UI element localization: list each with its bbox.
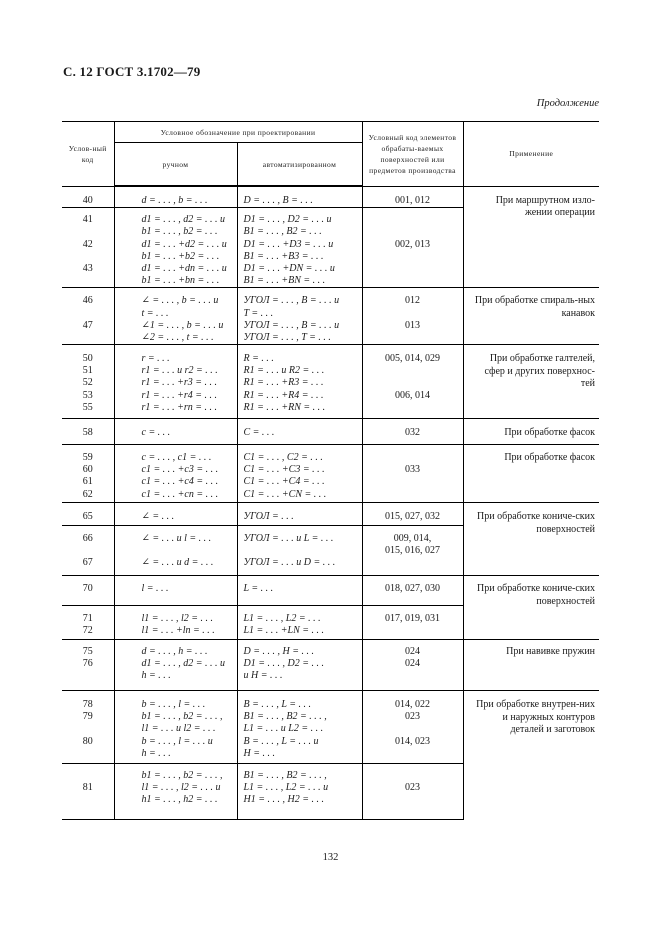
manual-formula-line: b1 = . . . +bn = . . . [141, 275, 220, 287]
auto-formula-cell [238, 526, 362, 570]
manual-formula-line: l = . . . [141, 583, 169, 595]
element-code-line [363, 402, 463, 414]
element-code-line [363, 557, 463, 569]
manual-formula-line: c1 = . . . +cn = . . . [141, 488, 219, 500]
element-code-cell [363, 288, 463, 344]
element-code-line [363, 275, 463, 287]
table-row [62, 503, 599, 526]
auto-formula-line: D = . . . , B = . . . [243, 195, 313, 206]
element-code-line [363, 748, 463, 760]
element-code-line: 024 [405, 658, 421, 670]
code-line [62, 308, 114, 320]
code-line: 61 [82, 476, 93, 488]
code-line: 62 [82, 488, 93, 500]
element-code-line: 002, 013 [395, 238, 431, 250]
auto-formula-line: L1 = . . . +LN = . . . [243, 625, 325, 637]
element-code-line: 014, 022 [395, 699, 431, 711]
code-cell [62, 419, 114, 439]
element-code-cell [363, 640, 463, 683]
element-code-line: 024 [405, 646, 421, 658]
code-line: 79 [82, 711, 93, 723]
element-code-line [363, 670, 463, 682]
code-line: 52 [82, 377, 93, 389]
manual-formula-line: d = . . . , h = . . . [141, 646, 208, 658]
auto-formula-line: R1 = . . . +R4 = . . . [243, 389, 324, 401]
manual-formula-cell [115, 288, 237, 344]
code-cell [62, 526, 114, 570]
continuation-label: Продолжение [536, 98, 599, 109]
application-text: При обработке внутрен-них и наружных контуров деталей и заготовок [476, 699, 596, 736]
manual-formula-line [142, 545, 237, 557]
element-code-cell [363, 691, 463, 760]
element-code-line [363, 377, 463, 389]
manual-formula-cell [115, 345, 237, 414]
auto-formula-line: R = . . . [243, 353, 274, 365]
table-body [62, 186, 599, 819]
manual-formula-line: d1 = . . . , d2 = . . . и [141, 214, 225, 226]
auto-formula-line: B1 = . . . +B3 = . . . [243, 250, 324, 262]
element-code-cell [363, 419, 463, 439]
element-code-line [363, 214, 463, 226]
auto-formula-line: L1 = . . . , L2 = . . . и [243, 782, 329, 794]
col-code-header: Услов-ный код [62, 122, 114, 187]
code-cell [62, 764, 114, 819]
manual-formula-cell [115, 691, 237, 760]
code-line: 50 [82, 353, 93, 365]
code-cell [62, 208, 114, 287]
auto-formula-line: D1 = . . . , D2 = . . . [243, 658, 324, 670]
code-line [62, 226, 114, 238]
application-text: При обработке галтелей, сфер и других поверхнос-тей [484, 353, 596, 390]
code-line: 55 [82, 401, 93, 413]
element-code-line [363, 625, 463, 637]
element-code-line [363, 770, 463, 782]
auto-formula-cell [238, 640, 362, 683]
element-code-line: 012 [405, 295, 421, 307]
auto-formula-cell [238, 576, 362, 595]
auto-formula-line: L1 = . . . , L2 = . . . [243, 613, 321, 625]
manual-formula-line: ∠1 = . . . , b = . . . и [141, 319, 224, 331]
auto-formula-line: R1 = . . . +RN = . . . [243, 401, 326, 413]
auto-formula-line: R1 = . . . и R2 = . . . [243, 365, 325, 377]
code-line: 40 [82, 194, 93, 206]
manual-formula-cell [115, 419, 237, 439]
auto-formula-cell [238, 764, 362, 807]
element-code-cell [363, 764, 463, 807]
auto-formula-line: T = . . . [243, 307, 274, 319]
col-designation-header: Условное обозначение при проектировании [114, 122, 362, 143]
auto-formula-cell [238, 187, 362, 207]
code-line: 58 [82, 427, 93, 439]
auto-formula-line: C1 = . . . +C3 = . . . [243, 464, 325, 476]
element-code-cell [363, 576, 463, 595]
manual-formula-line: b1 = . . . , b2 = . . . [141, 226, 218, 238]
table-row [62, 576, 599, 606]
element-code-line: 023 [405, 711, 421, 723]
manual-formula-line: l1 = . . . +ln = . . . [141, 625, 215, 637]
code-line: 81 [82, 782, 93, 794]
code-line: 53 [82, 389, 93, 401]
manual-formula-line: t = . . . [141, 307, 169, 319]
code-cell [62, 445, 114, 501]
code-cell [62, 288, 114, 344]
auto-formula-line: L = . . . [243, 583, 274, 595]
page-title: С. 12 ГОСТ 3.1702—79 [63, 64, 201, 79]
code-line: 75 [82, 646, 93, 658]
code-line [62, 794, 114, 806]
auto-formula-cell [238, 419, 362, 439]
element-code-line: 013 [405, 319, 421, 331]
manual-formula-line: r = . . . [141, 353, 170, 365]
manual-formula-line: r1 = . . . +r3 = . . . [141, 377, 218, 389]
manual-formula-line: ∠2 = . . . , t = . . . [141, 331, 214, 343]
element-code-line [363, 251, 463, 263]
element-code-cell [363, 503, 463, 523]
table-row [62, 445, 599, 503]
element-code-line: 001, 012 [395, 194, 431, 206]
manual-formula-line: h1 = . . . , h2 = . . . [141, 794, 218, 806]
application-text: При обработке спираль-ных канавок [474, 295, 596, 319]
element-code-line: 014, 023 [395, 735, 431, 747]
auto-formula-cell [238, 208, 362, 287]
code-line: 41 [82, 214, 93, 226]
manual-formula-cell [115, 208, 237, 287]
manual-formula-line: d1 = . . . +d2 = . . . и [141, 238, 227, 250]
element-code-line [363, 452, 463, 464]
auto-formula-line: C1 = . . . +CN = . . . [243, 488, 327, 500]
table-row [62, 345, 599, 419]
manual-formula-line: l1 = . . . и l2 = . . . [141, 723, 216, 735]
auto-formula-cell [238, 503, 362, 523]
code-line: 70 [82, 583, 93, 595]
page-number: 132 [322, 852, 339, 863]
element-code-line [363, 263, 463, 275]
manual-formula-cell [115, 503, 237, 523]
application-text: При обработке фасок [504, 452, 596, 464]
manual-formula-line: r1 = . . . +rn = . . . [141, 401, 218, 413]
auto-formula-cell [238, 606, 362, 637]
auto-formula-line: УГОЛ = . . . и D = . . . [243, 557, 336, 569]
code-line: 47 [82, 319, 93, 331]
manual-formula-line: ∠ = . . . [141, 511, 175, 523]
manual-formula-line: d = . . . , b = . . . [141, 195, 208, 206]
auto-formula-line: B1 = . . . , B2 = . . . [243, 226, 322, 238]
application-text: При маршрутном изло-жении операции [495, 194, 596, 218]
manual-formula-cell [115, 606, 237, 637]
auto-formula-cell [238, 345, 362, 414]
auto-formula-line: R1 = . . . +R3 = . . . [243, 377, 324, 389]
element-code-cell [363, 445, 463, 501]
manual-formula-cell [115, 445, 237, 501]
auto-formula-line: B1 = . . . , B2 = . . . , [243, 711, 327, 723]
element-code-line: 033 [405, 464, 421, 476]
code-line [62, 275, 114, 287]
manual-formula-line: c1 = . . . +c4 = . . . [141, 476, 219, 488]
code-line [62, 748, 114, 760]
auto-formula-line: и H = . . . [243, 670, 283, 682]
auto-formula-line: D1 = . . . +D3 = . . . и [243, 238, 334, 250]
auto-formula-line: УГОЛ = . . . [243, 511, 294, 523]
manual-formula-line: r1 = . . . и r2 = . . . [141, 365, 218, 377]
col-auto-header: автоматизированном [237, 143, 362, 187]
code-line: 46 [82, 295, 93, 307]
element-code-line [363, 308, 463, 320]
application-text: При обработке фасок [504, 427, 596, 439]
code-line [62, 332, 114, 344]
code-line: 51 [82, 365, 93, 377]
manual-formula-line: ∠ = . . . и l = . . . [141, 533, 212, 545]
element-code-line: 017, 019, 031 [385, 613, 441, 625]
code-line: 78 [82, 699, 93, 711]
manual-formula-cell [115, 526, 237, 570]
code-line [62, 251, 114, 263]
manual-formula-line: b1 = . . . +b2 = . . . [141, 250, 220, 262]
auto-formula-line: H1 = . . . , H2 = . . . [243, 794, 324, 806]
manual-formula-cell [115, 576, 237, 595]
auto-formula-line: C = . . . [243, 427, 275, 439]
manual-formula-line: c = . . . , c1 = . . . [141, 452, 212, 464]
manual-formula-line: ∠ = . . . и d = . . . [141, 557, 214, 569]
element-code-line: 018, 027, 030 [385, 583, 441, 595]
auto-formula-line: C1 = . . . , C2 = . . . [243, 452, 323, 464]
designation-table [62, 121, 599, 820]
manual-formula-cell [115, 640, 237, 683]
auto-formula-line: B1 = . . . +BN = . . . [243, 275, 326, 287]
manual-formula-cell [115, 764, 237, 807]
code-line [62, 723, 114, 735]
element-code-cell [363, 345, 463, 414]
table-row [62, 640, 599, 691]
element-code-line [363, 365, 463, 377]
code-cell [62, 187, 114, 207]
code-cell [62, 640, 114, 683]
code-line [62, 807, 114, 819]
auto-formula-line: B = . . . , L = . . . и [243, 735, 319, 747]
element-code-line: 032 [405, 427, 421, 439]
code-cell [62, 691, 114, 760]
code-cell [62, 606, 114, 637]
table-row [62, 186, 599, 208]
auto-formula-line: B = . . . , L = . . . [243, 699, 311, 711]
table-row [62, 288, 599, 345]
element-code-line: 023 [405, 782, 421, 794]
element-code-line [363, 226, 463, 238]
manual-formula-line: h = . . . [141, 670, 171, 682]
code-line: 80 [82, 735, 93, 747]
code-line: 66 [82, 533, 93, 545]
manual-formula-line: b = . . . , l = . . . и [141, 735, 213, 747]
col-element-header: Условный код элементов обрабаты-ваемых поверхностей или предметов производства [362, 122, 463, 187]
element-code-cell [363, 208, 463, 287]
code-line: 71 [82, 613, 93, 625]
auto-formula-line: D1 = . . . , D2 = . . . и [243, 214, 332, 226]
auto-formula-line: D1 = . . . +DN = . . . и [243, 262, 335, 274]
element-code-line: 009, 014, [393, 533, 432, 545]
code-cell [62, 345, 114, 414]
element-code-line [363, 794, 463, 806]
code-line: 42 [82, 238, 93, 250]
element-code-cell [363, 526, 463, 570]
code-cell [62, 576, 114, 595]
element-code-line [363, 489, 463, 501]
code-line [62, 770, 114, 782]
code-line: 72 [82, 625, 93, 637]
manual-formula-cell [115, 187, 237, 207]
auto-formula-line: H = . . . [243, 747, 275, 759]
element-code-line: 015, 016, 027 [385, 545, 441, 557]
element-code-cell [363, 606, 463, 637]
manual-formula-line: b1 = . . . , b2 = . . . , [141, 770, 223, 782]
auto-formula-line: C1 = . . . +C4 = . . . [243, 476, 325, 488]
element-code-line [363, 332, 463, 344]
manual-formula-line: b1 = . . . , b2 = . . . , [141, 711, 223, 723]
auto-formula-cell [238, 691, 362, 760]
table-row [62, 691, 599, 764]
element-code-line [363, 723, 463, 735]
element-code-line [363, 476, 463, 488]
auto-formula-cell [238, 445, 362, 501]
manual-formula-line: d1 = . . . +dn = . . . и [141, 262, 227, 274]
element-code-cell [363, 187, 463, 207]
auto-formula-line: УГОЛ = . . . , T = . . . [243, 331, 331, 343]
code-line: 65 [82, 511, 93, 523]
manual-formula-line: c1 = . . . +c3 = . . . [141, 464, 219, 476]
code-line: 76 [82, 658, 93, 670]
element-code-line: 005, 014, 029 [385, 353, 441, 365]
application-text: При обработке кониче-ских поверхностей [477, 511, 596, 535]
manual-formula-line: r1 = . . . +r4 = . . . [141, 389, 218, 401]
code-line: 59 [82, 452, 93, 464]
auto-formula-line [244, 545, 362, 557]
col-manual-header: ручном [114, 143, 237, 187]
manual-formula-line: l1 = . . . , l2 = . . . [141, 613, 214, 625]
manual-formula-line: b = . . . , l = . . . [141, 699, 206, 711]
code-line: 67 [82, 557, 93, 569]
code-line: 43 [82, 262, 93, 274]
auto-formula-cell [238, 288, 362, 344]
auto-formula-line: B1 = . . . , B2 = . . . , [243, 770, 327, 782]
element-code-line: 006, 014 [395, 389, 431, 401]
application-text: При обработке кониче-ских поверхностей [477, 583, 596, 607]
code-line [62, 545, 114, 557]
auto-formula-line: УГОЛ = . . . , B = . . . и [243, 319, 340, 331]
auto-formula-line: УГОЛ = . . . , B = . . . и [243, 295, 340, 307]
manual-formula-line: l1 = . . . , l2 = . . . и [141, 782, 221, 794]
manual-formula-line: h = . . . [141, 747, 171, 759]
code-line: 60 [82, 464, 93, 476]
col-application-header: Применение [463, 122, 599, 187]
manual-formula-line: ∠ = . . . , b = . . . и [141, 295, 219, 307]
application-text: При навивке пружин [506, 646, 596, 658]
code-cell [62, 503, 114, 523]
auto-formula-line: D = . . . , H = . . . [243, 646, 314, 658]
manual-formula-line: c = . . . [141, 427, 171, 439]
table-row [62, 419, 599, 445]
element-code-line: 015, 027, 032 [385, 511, 441, 523]
auto-formula-line: УГОЛ = . . . и L = . . . [243, 533, 334, 545]
manual-formula-line: d1 = . . . , d2 = . . . и [141, 658, 225, 670]
code-line [62, 670, 114, 682]
auto-formula-line: L1 = . . . и L2 = . . . [243, 723, 324, 735]
